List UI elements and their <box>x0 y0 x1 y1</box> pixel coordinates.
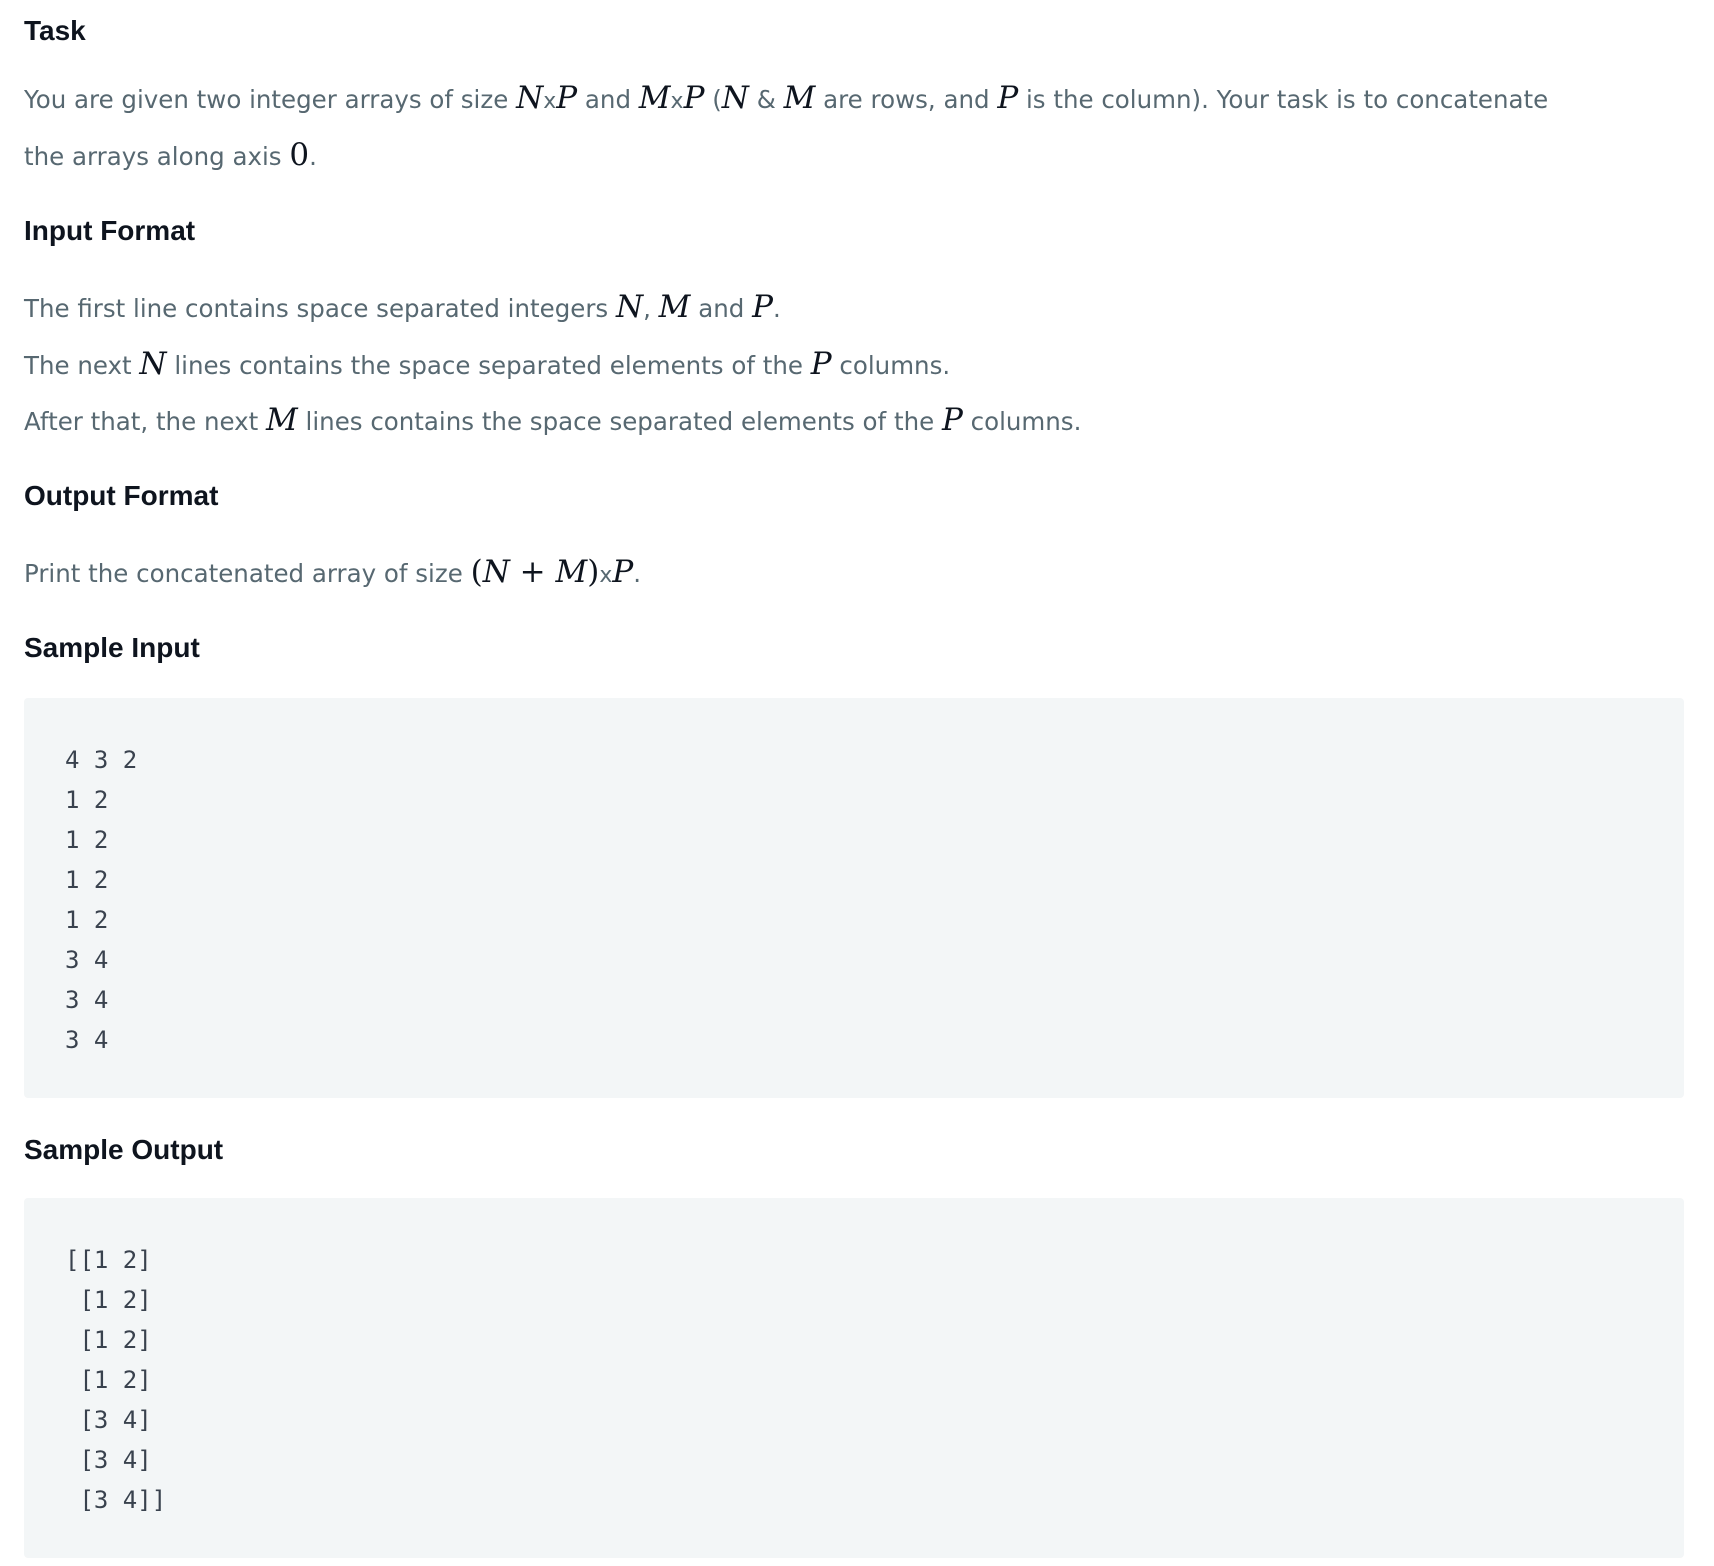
code-line: 3 4 <box>65 946 109 974</box>
math-p: P <box>941 402 963 438</box>
times-symbol: x <box>670 89 684 114</box>
times-symbol: x <box>599 563 613 588</box>
sample-output-heading: Sample Output <box>24 1134 224 1165</box>
math-m: M <box>638 80 671 116</box>
math-m: M <box>783 80 816 116</box>
task-heading: Task <box>24 15 86 46</box>
code-line: 3 4 <box>65 1026 109 1054</box>
code-line: [3 4]] <box>65 1486 167 1514</box>
math-n: N <box>482 554 510 590</box>
code-line: [1 2] <box>65 1326 152 1354</box>
math-p: P <box>612 554 634 590</box>
code-line: [3 4] <box>65 1406 152 1434</box>
math-m: M <box>658 289 691 325</box>
code-line: [3 4] <box>65 1446 152 1474</box>
task-paragraph-line-2: the arrays along axis 0. <box>24 137 317 173</box>
output-format-heading: Output Format <box>24 480 219 511</box>
task-paragraph-line-1: You are given two integer arrays of size NxP and MxP (N & M are rows, and P is the column). Your task is to concatenate <box>24 80 1549 116</box>
code-line: 1 2 <box>65 786 109 814</box>
code-line: 1 2 <box>65 826 109 854</box>
sample-input-heading: Sample Input <box>24 632 200 663</box>
code-line: 1 2 <box>65 866 109 894</box>
code-line: [1 2] <box>65 1366 152 1394</box>
math-m: M <box>266 402 298 438</box>
math-m: M <box>555 554 588 590</box>
math-p: P <box>997 80 1019 116</box>
sample-input-code-block <box>24 698 1684 1098</box>
input-format-line-3: After that, the next M lines contains the space separated elements of the P columns. <box>24 402 1082 438</box>
math-n: N <box>516 80 544 116</box>
code-line: 4 3 2 <box>65 746 138 774</box>
code-line: [1 2] <box>65 1286 152 1314</box>
input-format-heading: Input Format <box>24 215 196 246</box>
code-line: [[1 2] <box>65 1246 152 1274</box>
math-n: N <box>721 80 749 116</box>
input-format-line-2: The next N lines contains the space separated elements of the P columns. <box>24 346 951 382</box>
math-n: N <box>139 346 167 382</box>
code-line: 3 4 <box>65 986 109 1014</box>
sample-output-code-block <box>24 1198 1684 1558</box>
math-p: P <box>810 346 832 382</box>
input-format-line-1: The first line contains space separated integers N, M and P. <box>24 289 781 325</box>
output-format-line-1: Print the concatenated array of size (N + M)xP. <box>24 554 642 590</box>
math-n: N <box>615 289 644 325</box>
plus-symbol: + <box>509 554 556 590</box>
times-symbol: x <box>543 89 557 114</box>
math-p: P <box>683 80 705 116</box>
math-p: P <box>556 80 578 116</box>
math-p: P <box>752 289 773 325</box>
code-line: 1 2 <box>65 906 109 934</box>
math-zero: 0 <box>289 137 310 173</box>
